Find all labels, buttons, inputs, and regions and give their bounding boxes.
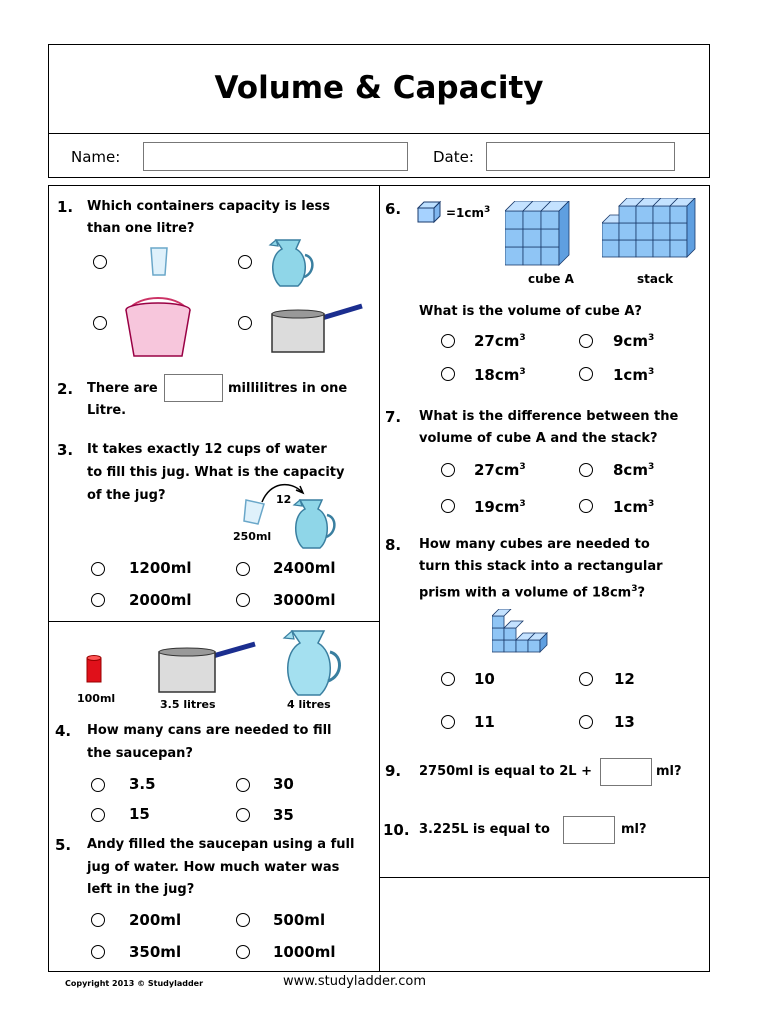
copyright-text: Copyright 2013 © Studyladder <box>65 979 204 988</box>
q5-radio-350ml[interactable] <box>91 945 105 959</box>
q6-number: 6. <box>385 200 402 218</box>
cup-icon <box>148 246 170 278</box>
q1-radio-cup[interactable] <box>93 255 107 269</box>
q3-arrow-label: 12 <box>276 493 292 506</box>
q8-radio-13[interactable] <box>579 715 593 729</box>
tipped-cup-icon <box>240 496 270 528</box>
date-field[interactable] <box>486 142 675 171</box>
q6-radio-1[interactable] <box>579 367 593 381</box>
can-icon <box>85 655 103 685</box>
q4-option-35: 35 <box>273 806 294 824</box>
jug-icon <box>268 237 318 289</box>
q5-radio-1000ml[interactable] <box>236 945 250 959</box>
q4-option-15: 15 <box>129 805 150 823</box>
bucket-icon <box>120 294 196 360</box>
q7-option-8: $8cm^3$ <box>613 461 655 479</box>
jug-icon <box>280 628 344 698</box>
saucepan-icon <box>157 640 257 696</box>
date-label: Date: <box>433 148 474 166</box>
q4-number: 4. <box>55 722 72 740</box>
cube-a-icon <box>505 201 585 269</box>
q1-number: 1. <box>57 198 74 216</box>
q8-radio-11[interactable] <box>441 715 455 729</box>
q4-radio-30[interactable] <box>236 778 250 792</box>
q3-option-3000ml: 3000ml <box>273 591 336 609</box>
q6-question: What is the volume of cube A? <box>419 304 642 319</box>
saucepan-label: 3.5 litres <box>160 698 216 711</box>
q7-radio-19[interactable] <box>441 499 455 513</box>
q2-text-after: millilitres in one <box>228 381 348 396</box>
q6-option-27: $27cm^3$ <box>474 332 526 350</box>
q6-option-1: $1cm^3$ <box>613 366 655 384</box>
q5-option-350ml: 350ml <box>129 943 182 961</box>
q8-radio-10[interactable] <box>441 672 455 686</box>
unit-cube-icon <box>416 200 442 224</box>
jug-icon <box>292 497 338 551</box>
q4-option-30: 30 <box>273 775 294 793</box>
q5-text-line1: Andy filled the saucepan using a full <box>87 837 355 852</box>
q3-radio-1200ml[interactable] <box>91 562 105 576</box>
q6-radio-18[interactable] <box>441 367 455 381</box>
q2-number: 2. <box>57 380 74 398</box>
q9-text-before: 2750ml is equal to 2L + <box>419 764 592 779</box>
q8-option-13: 13 <box>614 713 635 731</box>
q5-text-line2: jug of water. How much water was <box>87 860 340 875</box>
q2-answer-field[interactable] <box>164 374 223 402</box>
q7-radio-8[interactable] <box>579 463 593 477</box>
q5-option-1000ml: 1000ml <box>273 943 336 961</box>
section-blank <box>379 877 710 972</box>
q6-option-18: $18cm^3$ <box>474 366 526 384</box>
q1-radio-jug[interactable] <box>238 255 252 269</box>
q7-option-1: $1cm^3$ <box>613 498 655 516</box>
q3-text-line2: to fill this jug. What is the capacity <box>87 465 345 480</box>
q3-number: 3. <box>57 441 74 459</box>
q3-option-2000ml: 2000ml <box>129 591 192 609</box>
q5-number: 5. <box>55 836 72 854</box>
name-label: Name: <box>71 148 121 166</box>
name-field[interactable] <box>143 142 408 171</box>
q4-text-line1: How many cans are needed to fill <box>87 723 332 738</box>
q9-answer-field[interactable] <box>600 758 652 786</box>
q8-option-12: 12 <box>614 670 635 688</box>
q6-radio-27[interactable] <box>441 334 455 348</box>
jug-label: 4 litres <box>287 698 331 711</box>
q8-text-line1: How many cubes are needed to <box>419 537 650 552</box>
q7-option-19: $19cm^3$ <box>474 498 526 516</box>
q8-option-11: 11 <box>474 713 495 731</box>
q1-text-line1: Which containers capacity is less <box>87 199 331 214</box>
q8-option-10: 10 <box>474 670 495 688</box>
q4-radio-15[interactable] <box>91 808 105 822</box>
q8-number: 8. <box>385 536 402 554</box>
q3-radio-2400ml[interactable] <box>236 562 250 576</box>
stack-label: stack <box>637 272 674 286</box>
q6-radio-9[interactable] <box>579 334 593 348</box>
stack-icon <box>602 198 702 270</box>
page-title: Volume & Capacity <box>214 70 544 106</box>
q10-answer-field[interactable] <box>563 816 615 844</box>
q3-text-line1: It takes exactly 12 cups of water <box>87 442 327 457</box>
q3-radio-2000ml[interactable] <box>91 593 105 607</box>
q2-text-line2: Litre. <box>87 403 127 418</box>
q4-radio-35[interactable] <box>236 808 250 822</box>
q8-radio-12[interactable] <box>579 672 593 686</box>
q4-radio-3-5[interactable] <box>91 778 105 792</box>
q1-radio-saucepan[interactable] <box>238 316 252 330</box>
q3-option-1200ml: 1200ml <box>129 559 192 577</box>
q10-number: 10. <box>383 821 410 839</box>
q1-text-line2: than one litre? <box>87 221 195 236</box>
q7-text-line1: What is the difference between the <box>419 409 679 424</box>
q8-text-line3: prism with a volume of $18cm^3$? <box>419 584 646 601</box>
q3-option-2400ml: 2400ml <box>273 559 336 577</box>
q1-radio-bucket[interactable] <box>93 316 107 330</box>
small-stack-icon <box>492 609 572 664</box>
q10-text-after: ml? <box>621 822 647 837</box>
q10-text-before: 3.225L is equal to <box>419 822 550 837</box>
can-label: 100ml <box>77 692 116 705</box>
cube-a-label: cube A <box>528 272 574 286</box>
q3-text-line3: of the jug? <box>87 488 166 503</box>
q8-text-line2: turn this stack into a rectangular <box>419 559 663 574</box>
q7-radio-27[interactable] <box>441 463 455 477</box>
website-url: www.studyladder.com <box>283 974 427 989</box>
q5-option-200ml: 200ml <box>129 911 182 929</box>
q3-cup-label: 250ml <box>233 530 272 543</box>
q6-option-9: $9cm^3$ <box>613 332 655 350</box>
q7-number: 7. <box>385 408 402 426</box>
q2-text-before: There are <box>87 381 158 396</box>
q5-radio-200ml[interactable] <box>91 913 105 927</box>
q9-number: 9. <box>385 762 402 780</box>
q5-option-500ml: 500ml <box>273 911 326 929</box>
q7-text-line2: volume of cube A and the stack? <box>419 431 658 446</box>
q3-radio-3000ml[interactable] <box>236 593 250 607</box>
q9-text-after: ml? <box>656 764 682 779</box>
q5-text-line3: left in the jug? <box>87 882 195 897</box>
q6-unit-label: $=1cm^3$ <box>446 205 491 220</box>
saucepan-icon <box>270 302 364 356</box>
q7-radio-1[interactable] <box>579 499 593 513</box>
q7-option-27: $27cm^3$ <box>474 461 526 479</box>
q4-text-line2: the saucepan? <box>87 746 193 761</box>
q5-radio-500ml[interactable] <box>236 913 250 927</box>
q4-option-3-5: 3.5 <box>129 775 156 793</box>
